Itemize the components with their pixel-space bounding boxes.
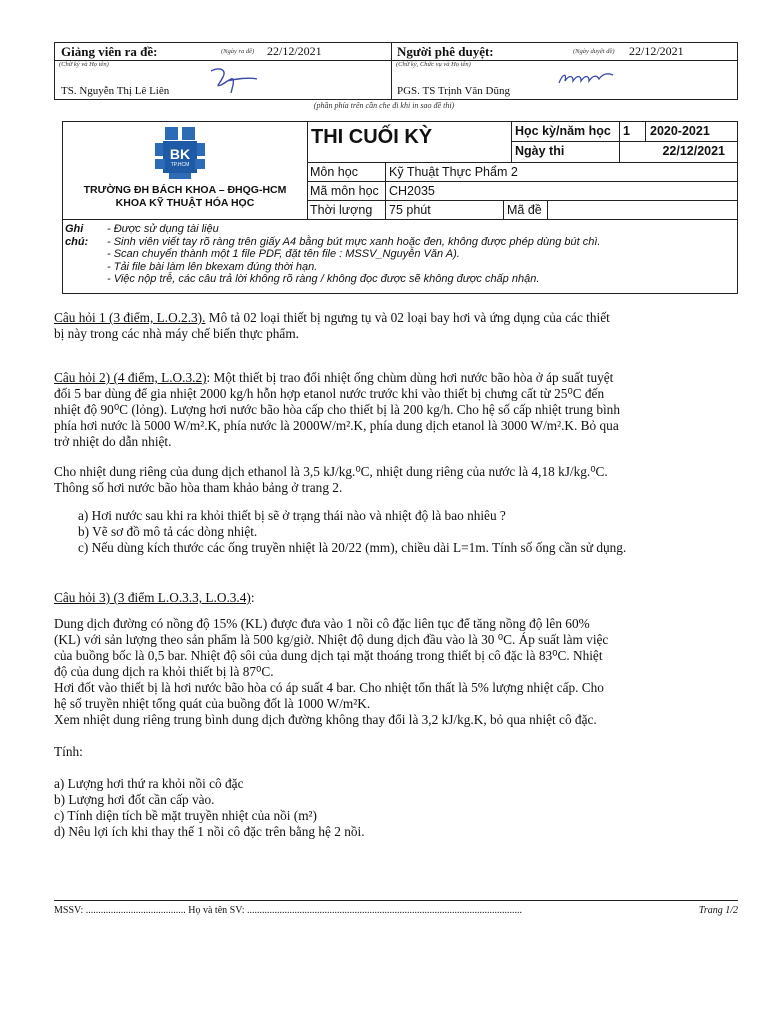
notes-section (63, 219, 737, 293)
faculty-line: KHOA KỸ THUẬT HÓA HỌC (115, 197, 255, 209)
subject-label: Môn học (310, 165, 358, 179)
q1-text: Mô tả 02 loại thiết bị ngưng tụ và 02 loại bay hơi và ứng dụng của các thiết (205, 310, 610, 325)
notes-label-1: Ghi (65, 223, 84, 235)
lecturer-label: Giảng viên ra đề: (61, 44, 158, 59)
university-line: TRƯỜNG ĐH BÁCH KHOA – ĐHQG-HCM (83, 184, 287, 196)
q3-line: (KL) với sản lượng theo sản phẩm là 500 kg/giờ. Nhiệt độ dung dịch đầu vào là 30 ⁰C. Áp suất làm việc (54, 632, 609, 647)
date-label: Ngày thi (515, 144, 565, 158)
q2-line: đối 5 bar dùng để gia nhiệt 2000 kg/h hỗn hợp etanol nước trước khi vào thiết bị chưng cất từ 25⁰C đến (54, 386, 605, 401)
print-note: (phần phía trên cần che đi khi in sao đề thi) (313, 101, 455, 110)
note-item: - Được sử dụng tài liệu (107, 223, 219, 235)
q2-para2-line: Thông số hơi nước bão hòa tham khảo bảng ở trang 2. (54, 480, 343, 495)
q2-line: phía hơi nước là 5000 W/m².K, phía nước là 2000W/m².K, phía dung dịch etanol là 3000 W/m².K. Bỏ qua (54, 418, 619, 433)
bk-logo (155, 127, 205, 179)
q3-line: Hơi đốt vào thiết bị là hơi nước bão hòa có áp suất 4 bar. Cho nhiệt tổn thất là 5% lượng nhiệt cấp. Cho (54, 680, 604, 695)
approval-box (54, 42, 738, 100)
q3-item-c: c) Tính diện tích bề mặt truyền nhiệt của nồi (m²) (54, 808, 317, 823)
exam-title: THI CUỐI KỲ (311, 126, 433, 148)
q3-item-b: b) Lượng hơi đốt cần cấp vào. (54, 792, 215, 807)
lecturer-sign-hint: (Chữ ký và Họ tên) (59, 61, 109, 68)
q3-item-d: d) Nêu lợi ích khi thay thế 1 nồi cô đặc trên bằng hệ 2 nồi. (54, 824, 365, 839)
q2-para2-line: Cho nhiệt dung riêng của dung dịch ethanol là 3,5 kJ/kg.⁰C, nhiệt dung riêng của nước là 4,18 kJ/kg.⁰C. (54, 464, 608, 479)
q2-line: trở nhiệt do dẫn nhiệt. (54, 434, 172, 449)
q3-line: Dung dịch đường có nồng độ 15% (KL) được đưa vào 1 nồi cô đặc liên tục để tăng nồng độ lên 60% (54, 616, 590, 631)
q3-item-a: a) Lượng hơi thứ ra khỏi nồi cô đặc (54, 776, 244, 791)
q3-compute-label: Tính: (54, 744, 83, 759)
exam-info-table (62, 121, 738, 294)
approver-name: PGS. TS Trịnh Văn Dũng (397, 85, 510, 97)
year-value: 2020-2021 (650, 124, 710, 138)
q3-line: độ của dung dịch ra khỏi thiết bị là 87⁰C. (54, 664, 274, 679)
page-number: Trang 1/2 (698, 905, 738, 916)
approve-date-hint: (Ngày duyệt đề) (573, 48, 615, 55)
student-info-line: MSSV: ........................................ Họ và tên SV: .............................................................................................................. (54, 905, 522, 916)
note-item: - Tải file bài làm lên bkexam đúng thời hạn. (107, 260, 318, 273)
note-item: - Việc nộp trễ, các câu trả lời không rõ ràng / không đọc được sẽ không được chấp nhận. (107, 273, 540, 285)
logo-text: BK (169, 146, 191, 162)
q3-line: của buồng bốc là 0,5 bar. Nhiệt độ sôi của dung dịch tại mặt thoáng trong thiết bị cô đặc là 83⁰C. Nhiệt (54, 648, 603, 663)
notes-list (107, 223, 601, 286)
q3-heading: Câu hỏi 3) (3 điểm L.O.3.3, L.O.3.4) (54, 590, 251, 605)
exam-code-label: Mã đề (507, 203, 542, 217)
q3-line: Xem nhiệt dung riêng trung bình dung dịch đường không thay đổi là 3,2 kJ/kg.K, bỏ qua nhiệt cô đặc. (54, 712, 597, 727)
duration-value: 75 phút (389, 203, 431, 217)
date-value: 22/12/2021 (662, 144, 725, 158)
note-item: - Scan chuyển thành một 1 file PDF, đặt tên file : MSSV_Nguyễn Văn A). (107, 248, 460, 260)
code-value: CH2035 (389, 184, 435, 198)
q3-colon: : (250, 590, 255, 605)
q2-item-a: a) Hơi nước sau khi ra khỏi thiết bị sẽ ở trạng thái nào và nhiệt độ là bao nhiêu ? (78, 508, 506, 523)
approver-signature (555, 67, 617, 89)
q2-line: : Một thiết bị trao đổi nhiệt ống chùm dùng hơi nước bão hòa ở áp suất tuyệt (206, 370, 614, 385)
lecturer-date: 22/12/2021 (267, 44, 322, 58)
university-name (63, 184, 307, 210)
q1-text-cont: bị này trong các nhà máy chế biến thực phẩm. (54, 326, 299, 341)
q2-line: nhiệt độ 90⁰C (lỏng). Lượng hơi nước bão hòa cấp cho thiết bị là 200 kg/h. Cho hệ số cấp nhiệt trung bình (54, 402, 620, 417)
subject-value: Kỹ Thuật Thực Phẩm 2 (389, 165, 518, 179)
question-2 (54, 370, 754, 556)
question-1 (54, 310, 754, 342)
date-hint: (Ngày ra đề) (221, 48, 255, 55)
approver-sign-hint: (Chữ ký, Chức vụ và Họ tên) (396, 61, 471, 68)
approver-label: Người phê duyệt: (397, 44, 494, 59)
q1-heading: Câu hỏi 1 (3 điểm, L.O.2.3). (54, 310, 206, 325)
q2-item-b: b) Vẽ sơ đồ mô tả các dòng nhiệt. (78, 524, 258, 539)
duration-label: Thời lượng (310, 203, 373, 217)
page-footer (54, 900, 738, 916)
question-3 (54, 590, 754, 840)
q2-heading: Câu hỏi 2) (4 điểm, L.O.3.2) (54, 370, 207, 385)
code-label: Mã môn học (310, 184, 379, 198)
q2-item-c: c) Nếu dùng kích thước các ống truyền nhiệt là 20/22 (mm), chiều dài L=1m. Tính số ống cần sử dụng. (78, 540, 627, 555)
notes-label-2: chú: (65, 236, 89, 248)
lecturer-name: TS. Nguyễn Thị Lê Liên (61, 85, 170, 97)
semester-value: 1 (623, 124, 630, 138)
logo-sub: TP.HCM (170, 162, 190, 168)
approver-date: 22/12/2021 (629, 44, 684, 58)
q3-line: hệ số truyền nhiệt tổng quát của buồng đốt là 1000 W/m²K. (54, 696, 371, 711)
semester-label: Học kỳ/năm học (515, 124, 611, 138)
note-item: - Sinh viên viết tay rõ ràng trên giấy A4 bằng bút mực xanh hoặc đen, không được phép dùng bút chì. (107, 235, 601, 248)
lecturer-signature (205, 63, 261, 97)
